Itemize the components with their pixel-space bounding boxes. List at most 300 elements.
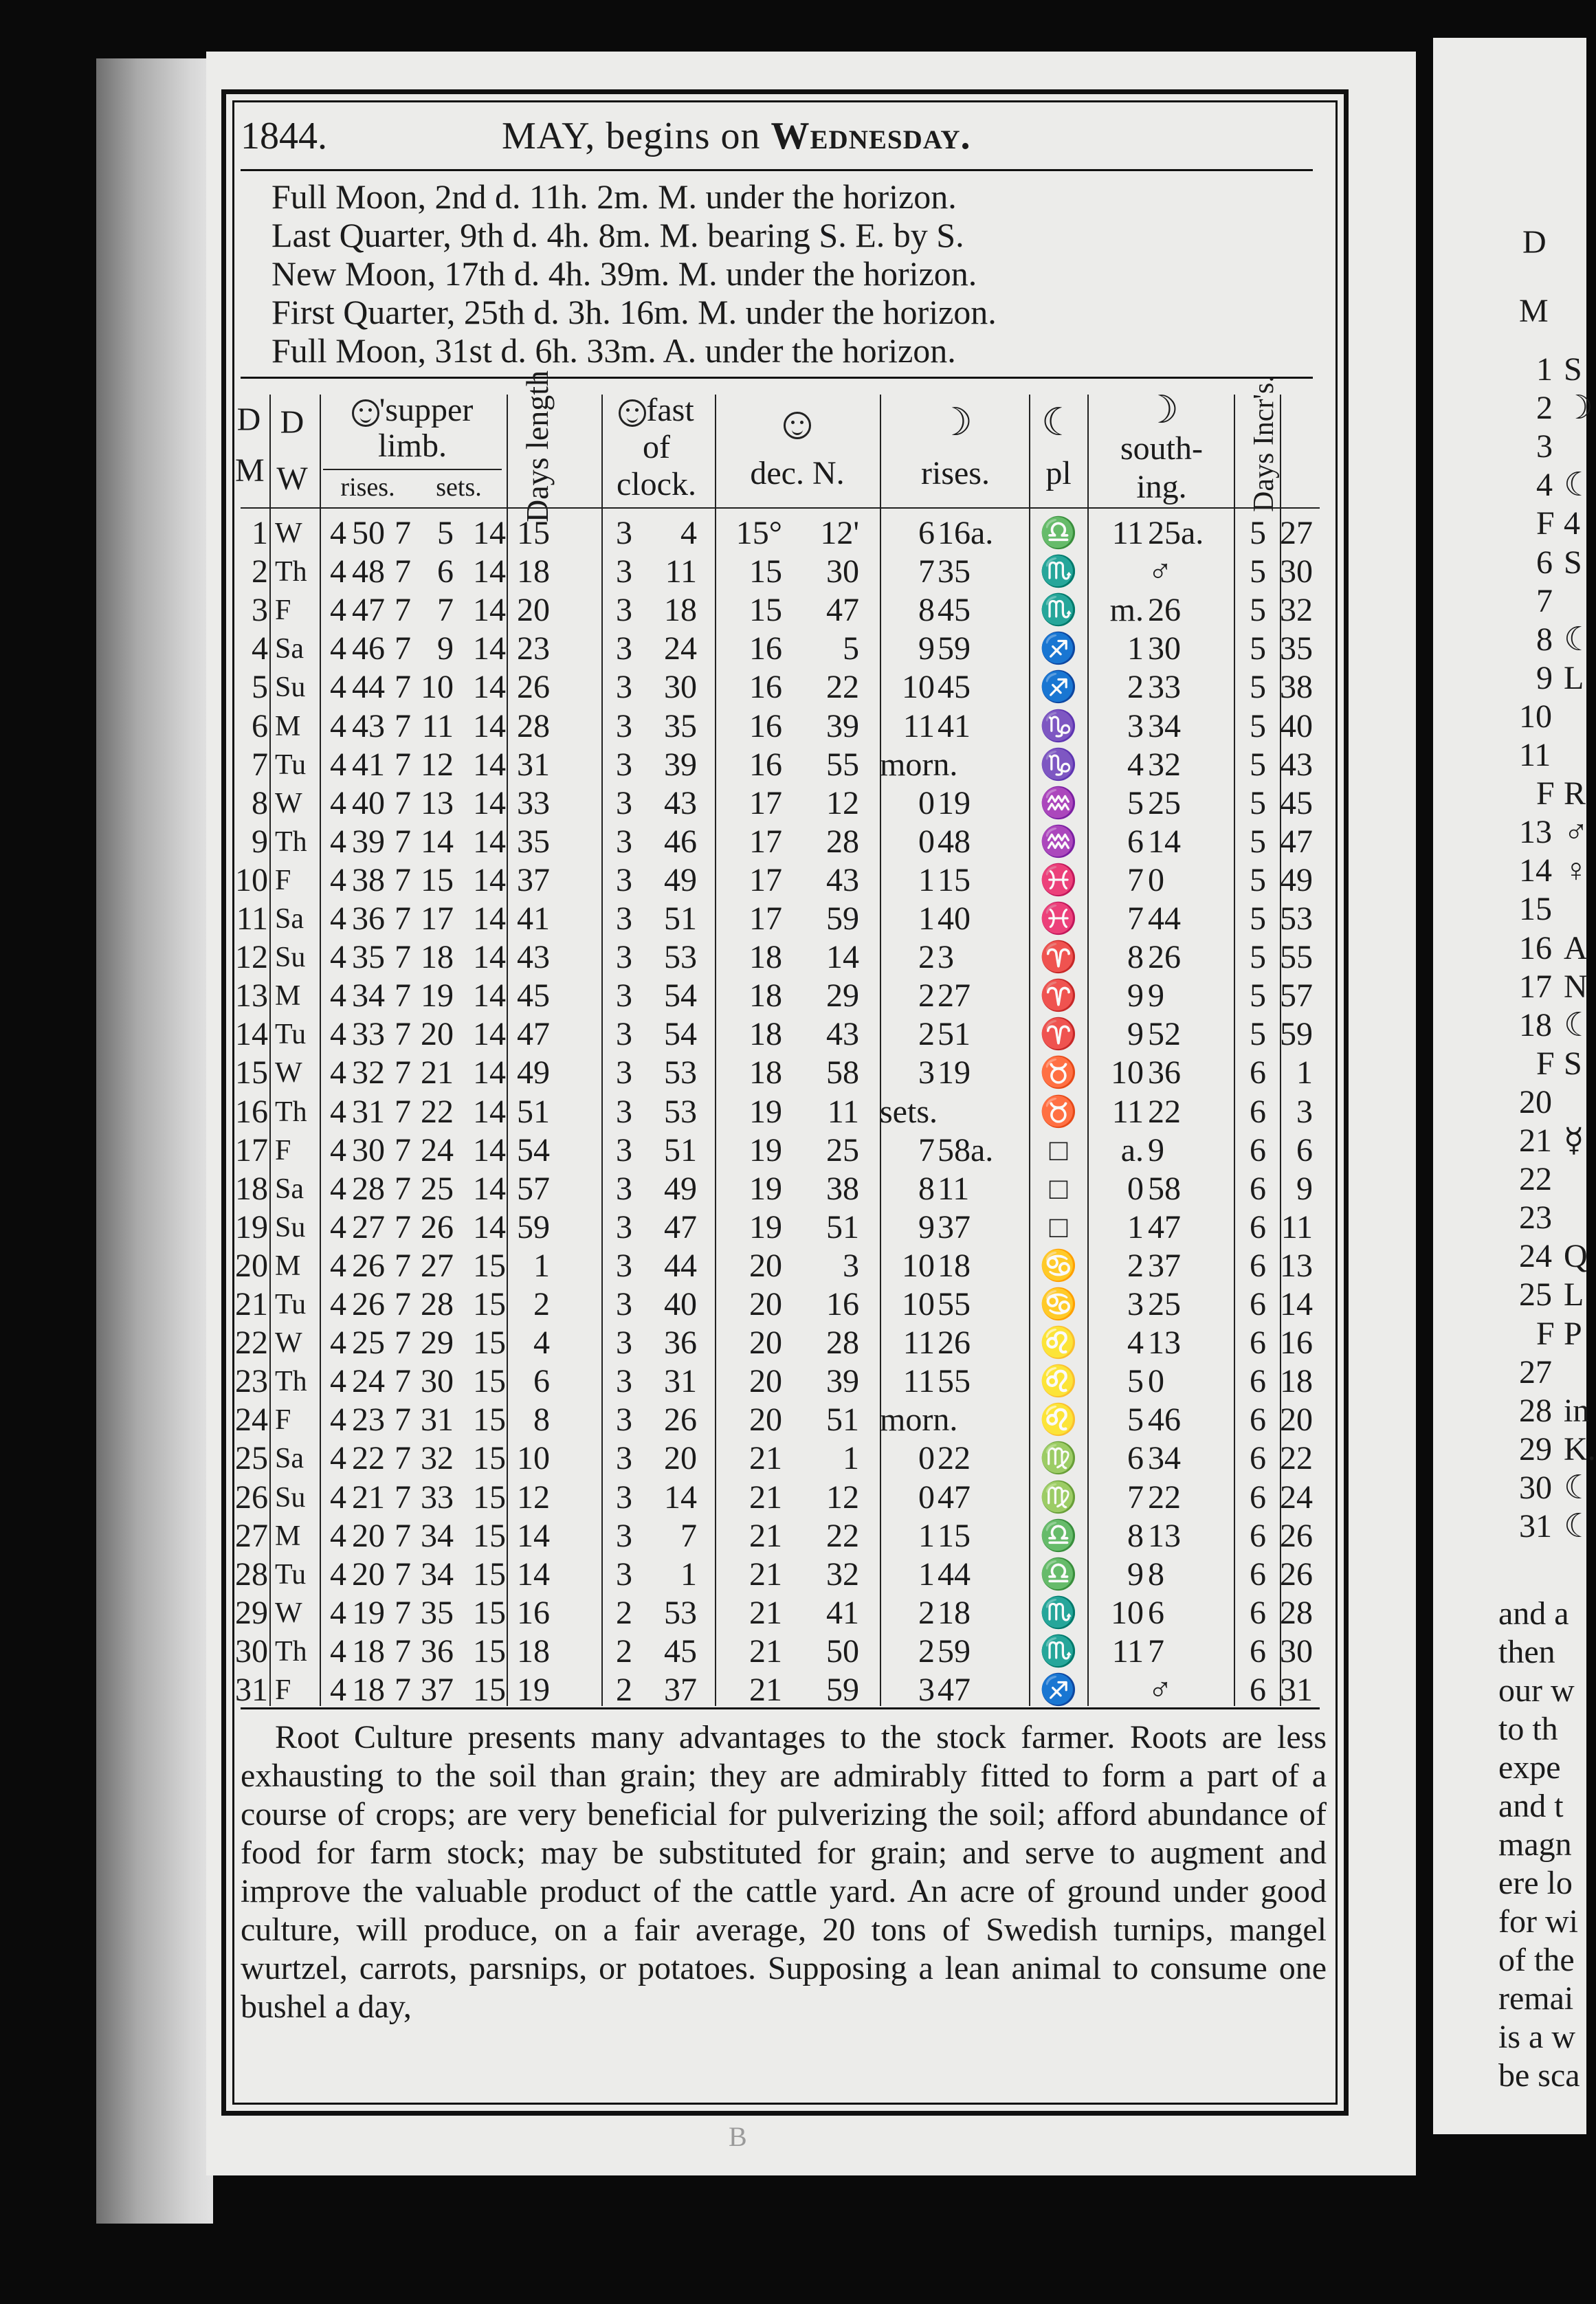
- day-length-hours: 14: [473, 1016, 506, 1053]
- table-row: [234, 1324, 1313, 1362]
- sunset-hour: 7: [395, 977, 411, 1015]
- day-length-minutes: 19: [517, 1672, 550, 1708]
- moon-place-icon: ♒: [1039, 786, 1078, 820]
- clock-fast-seconds: 53: [664, 1093, 697, 1130]
- declination-minutes: 30: [826, 553, 859, 590]
- sunset-hour: 7: [395, 1325, 411, 1362]
- moon-place-icon: ♈: [1039, 979, 1078, 1013]
- sunset-hour: 7: [395, 1170, 411, 1207]
- southing-hour: 5: [1127, 1363, 1144, 1400]
- sunrise-minute: 23: [352, 1402, 385, 1439]
- table-row: [234, 1015, 1313, 1054]
- sunrise-hour: 4: [330, 784, 346, 821]
- day-of-week: W: [275, 787, 302, 819]
- right-page-mark: N: [1564, 968, 1588, 1005]
- days-increase-minutes: 13: [1280, 1247, 1313, 1284]
- days-increase-hours: 5: [1250, 707, 1266, 744]
- declination-minutes: 25: [826, 1131, 859, 1168]
- southing-hour: 11: [1111, 1093, 1144, 1130]
- right-page-mark: ☿: [1564, 1122, 1584, 1159]
- table-row: [234, 1093, 1313, 1131]
- sunset-minute: 7: [437, 592, 454, 629]
- month-weekday: Wednesday.: [771, 115, 971, 157]
- clock-fast-seconds: 43: [664, 784, 697, 821]
- sunrise-hour: 4: [330, 1093, 346, 1130]
- day-of-week: Su: [275, 1481, 306, 1514]
- sunset-hour: 7: [395, 1632, 411, 1670]
- southing-minute: 52: [1148, 1016, 1181, 1053]
- sunset-minute: 19: [421, 977, 454, 1015]
- clock-fast-seconds: 49: [664, 1170, 697, 1207]
- moon-place-icon: ♍: [1039, 1480, 1078, 1514]
- moonrise-hour: 7: [918, 553, 935, 590]
- southing-hour: 6: [1127, 823, 1144, 860]
- clock-fast-minutes-part: 3: [616, 707, 632, 744]
- day-of-week: W: [275, 1057, 302, 1089]
- sunset-minute: 33: [421, 1478, 454, 1516]
- moon-place-icon: ♏: [1039, 555, 1078, 589]
- right-page-text-line: then: [1498, 1634, 1555, 1670]
- clock-fast-seconds: 53: [664, 1594, 697, 1631]
- right-page-day: 30: [1519, 1469, 1552, 1506]
- declination-minutes: 38: [826, 1170, 859, 1207]
- table-row: [234, 1401, 1313, 1439]
- day-length-minutes: 31: [517, 746, 550, 783]
- southing-minute: 13: [1148, 1517, 1181, 1554]
- month-name: MAY, begins on: [502, 115, 761, 157]
- right-page-mark: P: [1564, 1315, 1582, 1352]
- clock-fast-seconds: 4: [680, 515, 697, 551]
- moonrise-minute: 37: [938, 1208, 971, 1245]
- declination-degrees: 21: [749, 1440, 782, 1477]
- right-page-day: F: [1536, 775, 1555, 812]
- days-increase-hours: 6: [1250, 1440, 1266, 1477]
- sunset-minute: 37: [421, 1672, 454, 1708]
- days-increase-minutes: 14: [1280, 1286, 1313, 1322]
- clock-fast-minutes-part: 3: [616, 1363, 632, 1400]
- right-page-text-line: to th: [1498, 1711, 1558, 1747]
- sunset-minute: 27: [421, 1247, 454, 1284]
- col-fast-label: fast: [646, 392, 694, 428]
- day-length-minutes: 4: [533, 1325, 550, 1362]
- right-page-day: F: [1536, 1045, 1555, 1082]
- col-sun-upper-label: 'supper: [379, 392, 474, 428]
- days-increase-minutes: 59: [1280, 1016, 1313, 1053]
- day-length-minutes: 2: [533, 1286, 550, 1322]
- moonrise-hour: 1: [918, 1555, 935, 1593]
- phase-line: First Quarter, 25th d. 3h. 16m. M. under the horizon.: [271, 293, 997, 331]
- right-page-day: 1: [1536, 351, 1553, 388]
- day-length-minutes: 59: [517, 1208, 550, 1245]
- moonrise-hour: 6: [918, 515, 935, 551]
- southing-minute: 46: [1148, 1402, 1181, 1439]
- right-page-day: 13: [1519, 814, 1552, 851]
- paragraph-text: Root Culture presents many advantages to the stock farmer. Roots are less exhausting to the soil than grain; they are admirably fitted to form a part of a course of crops; are very beneficial for pulverizing the soil; afford abundance of food for farm stock; may be substituted for grain; and serve to augment and improve the valuable product of the cattle yard. An acre of ground under good culture, will produce, on a fair average, 20 tons of Swedish turnips, mangel wurtzel, carrots, parsnips, or potatoes. Supposing a lean animal to consume one bushel a day,: [241, 1719, 1327, 2025]
- sunset-minute: 34: [421, 1555, 454, 1593]
- sunset-minute: 10: [421, 669, 454, 706]
- moon-place-icon: ♒: [1039, 824, 1078, 859]
- clock-fast-seconds: 14: [664, 1478, 697, 1516]
- right-page-text-line: of the: [1498, 1942, 1575, 1978]
- sunset-hour: 7: [395, 1093, 411, 1130]
- days-increase-minutes: 3: [1296, 1093, 1313, 1130]
- moonrise-minute: 26: [938, 1325, 971, 1362]
- moon-place-icon: ♐: [1039, 632, 1078, 666]
- clock-fast-seconds: 20: [664, 1440, 697, 1477]
- sunrise-minute: 31: [352, 1093, 385, 1130]
- southing-hour: 4: [1127, 746, 1144, 783]
- moon-icon: ☾: [1041, 401, 1076, 444]
- days-increase-hours: 6: [1250, 1402, 1266, 1439]
- southing-hour: 9: [1127, 1016, 1144, 1053]
- days-increase-minutes: 30: [1280, 553, 1313, 590]
- right-page-day: 28: [1519, 1392, 1552, 1429]
- day-of-month: 5: [252, 669, 268, 706]
- sunrise-minute: 35: [352, 939, 385, 976]
- days-increase-hours: 6: [1250, 1363, 1266, 1400]
- day-of-week: F: [275, 595, 291, 627]
- declination-minutes: 12: [826, 784, 859, 821]
- day-length-hours: 14: [473, 977, 506, 1015]
- right-page-day: 4: [1536, 467, 1553, 504]
- declination-degrees: 15: [749, 592, 782, 629]
- moonrise-hour: morn.: [880, 1402, 958, 1439]
- signature-mark: B: [729, 2121, 747, 2152]
- col-dw-top: D: [280, 404, 304, 441]
- moonrise-hour: 2: [918, 1632, 935, 1670]
- right-page-mark: 4: [1564, 505, 1580, 542]
- table-row: [234, 1671, 1313, 1709]
- sunrise-hour: 4: [330, 1016, 346, 1053]
- sunrise-hour: 4: [330, 977, 346, 1015]
- declination-minutes: 39: [826, 1363, 859, 1400]
- declination-degrees: 16: [749, 707, 782, 744]
- day-of-week: Th: [275, 556, 307, 588]
- declination-degrees: 20: [749, 1325, 782, 1362]
- southing-hour: 3: [1127, 707, 1144, 744]
- day-length-minutes: 14: [517, 1517, 550, 1554]
- sunset-minute: 15: [421, 861, 454, 898]
- days-increase-minutes: 53: [1280, 900, 1313, 937]
- southing-hour: 1: [1127, 1208, 1144, 1245]
- clock-fast-seconds: 37: [664, 1672, 697, 1708]
- day-of-week: Th: [275, 1096, 307, 1128]
- declination-degrees: 16: [749, 630, 782, 667]
- moonrise-hour: 9: [918, 1208, 935, 1245]
- sunrise-minute: 32: [352, 1054, 385, 1092]
- declination-degrees: 20: [749, 1363, 782, 1400]
- sunrise-hour: 4: [330, 1054, 346, 1092]
- day-of-week: W: [275, 1597, 302, 1629]
- day-length-minutes: 8: [533, 1402, 550, 1439]
- southing-minute: 58: [1148, 1170, 1181, 1207]
- col-days-length: Days length: [520, 370, 555, 522]
- right-page-text-line: remai: [1498, 1980, 1574, 2017]
- moon-place-icon: ♌: [1039, 1326, 1078, 1360]
- moonrise-hour: 8: [918, 1170, 935, 1207]
- moonrise-hour: 10: [902, 1286, 935, 1322]
- southing-hour: 2: [1127, 1247, 1144, 1284]
- days-increase-hours: 6: [1250, 1672, 1266, 1708]
- sunset-minute: 29: [421, 1325, 454, 1362]
- table-row: [234, 1131, 1313, 1170]
- day-length-minutes: 54: [517, 1131, 550, 1168]
- day-length-minutes: 57: [517, 1170, 550, 1207]
- moonrise-hour: 0: [918, 1440, 935, 1477]
- southing-minute: 25: [1148, 1286, 1181, 1322]
- sunrise-hour: 4: [330, 630, 346, 667]
- moon-place-icon: ♋: [1039, 1287, 1078, 1321]
- days-increase-hours: 5: [1250, 630, 1266, 667]
- clock-fast-minutes-part: 3: [616, 1093, 632, 1130]
- southing-minute: ♂: [1148, 553, 1173, 590]
- clock-fast-minutes-part: 3: [616, 1016, 632, 1053]
- sunset-hour: 7: [395, 1555, 411, 1593]
- header: [241, 110, 1313, 171]
- day-length-hours: 14: [473, 861, 506, 898]
- moon-place-icon: ♐: [1039, 1673, 1078, 1707]
- phase-line: Last Quarter, 9th d. 4h. 8m. M. bearing S. E. by S.: [271, 216, 964, 254]
- sunrise-minute: 25: [352, 1325, 385, 1362]
- day-length-minutes: 45: [517, 977, 550, 1015]
- col-clock: clock.: [617, 466, 696, 502]
- moonrise-minute: 55: [938, 1363, 971, 1400]
- days-increase-hours: 5: [1250, 900, 1266, 937]
- days-increase-minutes: 22: [1280, 1440, 1313, 1477]
- right-page-mark: L: [1564, 659, 1584, 696]
- clock-fast-minutes-part: 3: [616, 977, 632, 1015]
- sunset-minute: 6: [437, 553, 454, 590]
- days-increase-hours: 6: [1250, 1286, 1266, 1322]
- day-length-hours: 14: [473, 1131, 506, 1168]
- declination-minutes: 58: [826, 1054, 859, 1092]
- sunset-hour: 7: [395, 630, 411, 667]
- southing-minute: 47: [1148, 1208, 1181, 1245]
- moonrise-hour: 3: [918, 1672, 935, 1708]
- day-length-hours: 15: [473, 1363, 506, 1400]
- declination-minutes: 12: [826, 1478, 859, 1516]
- declination-degrees: 17: [749, 900, 782, 937]
- sunrise-minute: 44: [352, 669, 385, 706]
- declination-minutes: 22: [826, 1517, 859, 1554]
- day-of-month: 31: [235, 1672, 268, 1708]
- sunrise-hour: 4: [330, 707, 346, 744]
- phase-line: New Moon, 17th d. 4h. 39m. M. under the horizon.: [271, 254, 977, 293]
- clock-fast-minutes-part: 3: [616, 553, 632, 590]
- sunset-minute: 14: [421, 823, 454, 860]
- moonrise-minute: 44: [938, 1555, 971, 1593]
- declination-minutes: 22: [826, 669, 859, 706]
- moonrise-minute: 16a.: [938, 515, 994, 551]
- sunset-hour: 7: [395, 1016, 411, 1053]
- sun-icon: [352, 399, 379, 427]
- day-length-hours: 15: [473, 1402, 506, 1439]
- declination-minutes: 3: [843, 1247, 859, 1284]
- southing-minute: 9: [1148, 1131, 1164, 1168]
- sunrise-hour: 4: [330, 1325, 346, 1362]
- declination-degrees: 21: [749, 1478, 782, 1516]
- sunset-hour: 7: [395, 1440, 411, 1477]
- moonrise-minute: 51: [938, 1016, 971, 1053]
- sunrise-hour: 4: [330, 823, 346, 860]
- right-page-day: 22: [1519, 1161, 1552, 1198]
- days-increase-hours: 6: [1250, 1247, 1266, 1284]
- day-of-week: M: [275, 710, 301, 742]
- moonrise-hour: 9: [918, 630, 935, 667]
- moonrise-minute: 59: [938, 1632, 971, 1670]
- declination-minutes: 51: [826, 1402, 859, 1439]
- year: 1844.: [241, 115, 327, 157]
- southing-hour: a.: [1120, 1131, 1144, 1168]
- day-length-hours: 14: [473, 592, 506, 629]
- sunset-minute: 9: [437, 630, 454, 667]
- col-of: of: [643, 429, 670, 465]
- clock-fast-seconds: 53: [664, 1054, 697, 1092]
- right-page-day: 14: [1519, 852, 1552, 889]
- table-row: [234, 900, 1313, 938]
- sunset-minute: 30: [421, 1363, 454, 1400]
- moon-place-icon: ♐: [1039, 670, 1078, 705]
- clock-fast-seconds: 44: [664, 1247, 697, 1284]
- day-length-minutes: 1: [533, 1247, 550, 1284]
- sunrise-hour: 4: [330, 1247, 346, 1284]
- day-length-hours: 14: [473, 669, 506, 706]
- declination-minutes: 50: [826, 1632, 859, 1670]
- clock-fast-minutes-part: 3: [616, 1325, 632, 1362]
- day-of-month: 27: [235, 1517, 268, 1554]
- southing-hour: 5: [1127, 1402, 1144, 1439]
- declination-degrees: 19: [749, 1208, 782, 1245]
- southing-hour: 0: [1127, 1170, 1144, 1207]
- southing-hour: 9: [1127, 977, 1144, 1015]
- days-increase-hours: 5: [1250, 553, 1266, 590]
- sunrise-hour: 4: [330, 900, 346, 937]
- southing-minute: 0: [1148, 861, 1164, 898]
- right-page-mark: S: [1564, 351, 1582, 388]
- day-of-month: 3: [252, 592, 268, 629]
- clock-fast-seconds: 30: [664, 669, 697, 706]
- day-of-week: M: [275, 1250, 301, 1282]
- southing-hour: 5: [1127, 784, 1144, 821]
- day-of-week: Tu: [275, 1289, 307, 1320]
- right-page-text-line: and t: [1498, 1788, 1564, 1824]
- day-of-week: Sa: [275, 633, 304, 665]
- days-increase-minutes: 43: [1280, 746, 1313, 783]
- moonrise-minute: 47: [938, 1478, 971, 1516]
- right-page-mark: R: [1564, 775, 1586, 812]
- sunrise-minute: 47: [352, 592, 385, 629]
- day-length-hours: 15: [473, 1440, 506, 1477]
- days-increase-hours: 5: [1250, 1016, 1266, 1053]
- day-of-month: 28: [235, 1555, 268, 1593]
- sunrise-minute: 24: [352, 1363, 385, 1400]
- day-of-week: Sa: [275, 903, 304, 935]
- right-page-mark: ☾: [1564, 1469, 1594, 1506]
- right-page-day: 6: [1536, 544, 1553, 581]
- sunrise-minute: 30: [352, 1131, 385, 1168]
- days-increase-minutes: 30: [1280, 1632, 1313, 1670]
- days-increase-minutes: 11: [1281, 1208, 1313, 1245]
- col-dw-bottom: W: [276, 461, 308, 497]
- sunset-minute: 11: [421, 707, 454, 744]
- sunrise-minute: 48: [352, 553, 385, 590]
- southing-hour: 7: [1127, 900, 1144, 937]
- day-of-week: M: [275, 980, 301, 1012]
- day-of-month: 11: [236, 900, 268, 937]
- right-page-day: 27: [1519, 1353, 1552, 1391]
- moonrise-minute: 18: [938, 1247, 971, 1284]
- day-length-hours: 15: [473, 1632, 506, 1670]
- right-page-mark: S: [1564, 544, 1582, 581]
- southing-hour: 1: [1127, 630, 1144, 667]
- clock-fast-seconds: 31: [664, 1363, 697, 1400]
- day-length-hours: 15: [473, 1478, 506, 1516]
- day-length-minutes: 51: [517, 1093, 550, 1130]
- moonrise-hour: 2: [918, 977, 935, 1015]
- day-of-week: F: [275, 1404, 291, 1437]
- col-sun-upper: [323, 393, 502, 428]
- declination-degrees: 18: [749, 1016, 782, 1053]
- sunset-minute: 34: [421, 1517, 454, 1554]
- declination-degrees: 17: [749, 784, 782, 821]
- table-row: [234, 1054, 1313, 1092]
- southing-minute: 9: [1148, 977, 1164, 1015]
- clock-fast-seconds: 11: [665, 553, 697, 590]
- day-of-month: 20: [235, 1247, 268, 1284]
- sunrise-minute: 28: [352, 1170, 385, 1207]
- sunrise-hour: 4: [330, 1594, 346, 1631]
- right-page-day: 9: [1536, 659, 1553, 696]
- day-length-minutes: 16: [517, 1594, 550, 1631]
- moonrise-hour: 7: [918, 1131, 935, 1168]
- southing-minute: 6: [1148, 1594, 1164, 1631]
- sunset-hour: 7: [395, 1594, 411, 1631]
- right-page-head-m: M: [1519, 293, 1549, 329]
- moonrise-hour: 11: [902, 1363, 935, 1400]
- table-row: [234, 1478, 1313, 1517]
- day-length-hours: 15: [473, 1555, 506, 1593]
- month-title: [502, 114, 971, 158]
- days-increase-hours: 5: [1250, 784, 1266, 821]
- declination-degrees: 21: [749, 1517, 782, 1554]
- declination-degrees: 17: [749, 861, 782, 898]
- moonrise-minute: 35: [938, 553, 971, 590]
- table-row: [234, 746, 1313, 784]
- declination-degrees: 21: [749, 1555, 782, 1593]
- day-of-month: 16: [235, 1093, 268, 1130]
- sunset-hour: 7: [395, 1402, 411, 1439]
- days-increase-hours: 6: [1250, 1478, 1266, 1516]
- moonrise-hour: 10: [902, 669, 935, 706]
- sunrise-hour: 4: [330, 553, 346, 590]
- table-row: [234, 1439, 1313, 1478]
- right-page-text-line: magn: [1498, 1826, 1572, 1863]
- declination-degrees: 20: [749, 1286, 782, 1322]
- southing-minute: 44: [1148, 900, 1181, 937]
- sunrise-minute: 22: [352, 1440, 385, 1477]
- moonrise-minute: 11: [938, 1170, 970, 1207]
- declination-degrees: 15°: [735, 515, 782, 551]
- declination-degrees: 21: [749, 1672, 782, 1708]
- declination-minutes: 39: [826, 707, 859, 744]
- day-length-minutes: 18: [517, 1632, 550, 1670]
- moon-place-icon: ♓: [1039, 902, 1078, 935]
- moon-icon: ☽: [1144, 389, 1179, 432]
- day-of-month: 18: [235, 1170, 268, 1207]
- table-row: [234, 514, 1313, 553]
- clock-fast-minutes-part: 3: [616, 823, 632, 860]
- days-increase-minutes: 32: [1280, 592, 1313, 629]
